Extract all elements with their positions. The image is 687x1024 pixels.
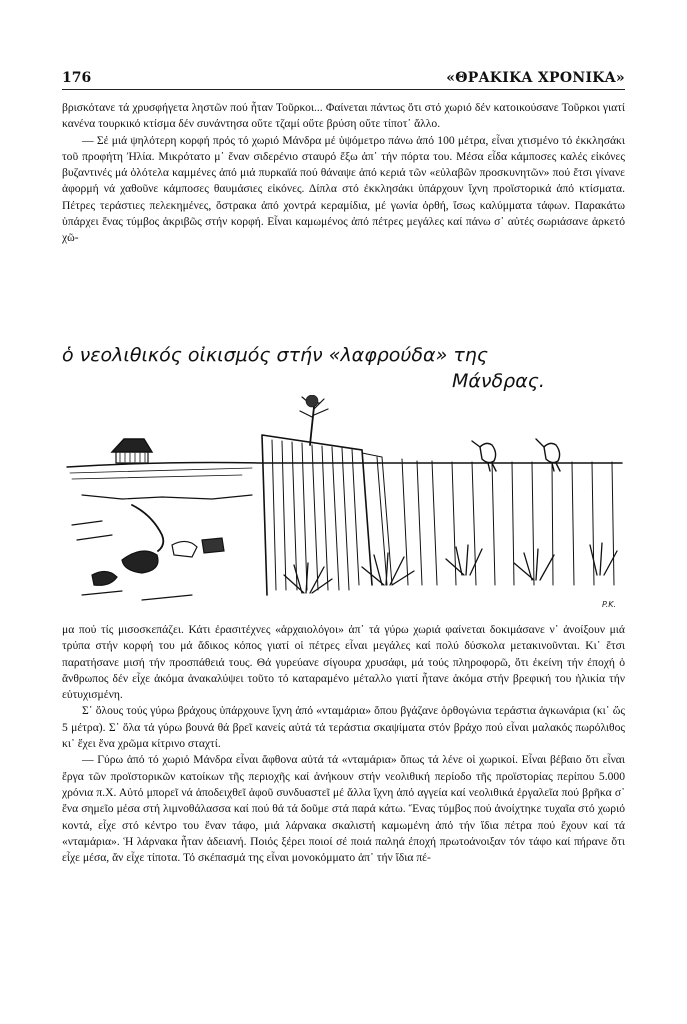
- text-block-top: [62, 100, 625, 247]
- illustration-caption-line2: Μάνδρας.: [452, 370, 545, 392]
- paragraph: μα πού τίς μισοσκεπάζει. Κάτι ἐρασιτέχνες «ἀρχαιολόγοι» ἀπ᾿ τά γύρω χωριά φαίνεται δοκιμάσανε ν᾿ ἀνοίξουν μιά τρύπα στήν κορφή του μά ἄδικος κόπος γιατί οἱ πέτρες εἶναι μεγάλες καί πολύ δύσκολα μετακινοῦνται. Κι᾿ ἔτσι παρατήσανε μισή τήν προσπάθειά τους. Θά γυρεύανε σίγουρα χρυσάφι, μά τούς πληροφορῶ, ὅτι ἐκείνη τήν ἐποχή ὁ ἄνθρωπος δέν εἶχε ἀκόμα ἀνακαλύψει τοῦτο τό καταραμένο μέταλλο γιατί ἦτανε ἀκόμα στήν βρεφική του ἡλικία τήν εὐτυχισμένη.: [62, 623, 625, 702]
- paragraph: βρισκότανε τά χρυσφήγετα ληστῶν πού ἦταν Τοῦρκοι... Φαίνεται πάντως ὅτι στό χωριό δέν κατοικούσανε Τοῦρκοι γιατί κανένα τουρκικό κτίσμα δέν συνάντησα οὔτε τζαμί οὔτε βρύση οὔτε τίποτ᾿ ἄλλο.: [62, 101, 625, 131]
- ground-stones-sketch: [72, 495, 252, 600]
- paragraph: Σ᾿ ὅλους τούς γύρω βράχους ὑπάρχουνε ἴχνη ἀπό «νταμάρια» ὅπου βγάζανε ὀρθογώνια τεράστια ἀγκωνάρια (κι᾿ ὥς 5 μέτρα). Σ᾿ ὅλα τά γύρω βουνά θά βρεῖ κανείς αὐτά τά τεράστια σκαψίματα στόν βράχο πού εἶναι μαλακός πωρόλιθος κι᾿ ἔχει ἕνα χρῶμα κίτρινο σταχτί.: [62, 704, 625, 751]
- bushes-sketch: [284, 543, 617, 593]
- hut-sketch: [112, 439, 152, 463]
- running-header: [62, 70, 625, 88]
- illustration-caption-line1: ὁ νεολιθικός οἰκισμός στήν «λαφρούδα» της: [62, 344, 488, 366]
- rock-outcrop-sketch: [262, 435, 614, 595]
- horizon-line: [67, 463, 622, 468]
- paragraph: — Σέ μιά ψηλότερη κορφή πρός τό χωριό Μάνδρα μέ ὑψόμετρο πάνω ἀπό 100 μέτρα, εἶναι χτισμένο τό ἐκκλησάκι τοῦ προφήτη Ἠλία. Μικρότατο μ᾿ ἕναν σιδερένιο σταυρό ἔξω ἀπ᾿ τήν πόρτα του. Μέσα εἶδα κάμποσες καλές εἰκόνες βυζαντινές μά ὁλότελα καμμένες ἀπό μιά πυρκαϊά πού θάναψε ἀπό κεριά τῶν «εὐλαβῶν προσκυνητῶν» πού ἔτσι γίνανε ἀφορμή νά χαθοῦνε κάμποσες θαυμάσιες εἰκόνες. Δίπλα στό ἐκκλησάκι ὑπάρχουν ἴχνη προϊστορικά ἀπό κτίσματα. Πέτρες τεράστιες πελεκημένες, ὄστρακα ἀπό χοντρά κεραμίδια, μέ γωνία ὀρθή, ἴσως καλύμματα τάφων. Παρακάτω ὑπάρχει ἕνας τύμβος ἀκριβῶς στήν κορφή. Εἶναι καμωμένος ἀπό πέτρες μεγάλες καί πάνω σ᾿ αὐτές σωριάσανε ἀρκετό χῶ-: [62, 133, 625, 245]
- tree-sketch: [300, 395, 328, 445]
- artist-signature: P.K.: [602, 600, 617, 609]
- text-block-bottom: [62, 622, 625, 866]
- neolithic-settlement-sketch: [62, 395, 625, 620]
- paragraph: — Γύρω ἀπό τό χωριό Μάνδρα εἶναι ἄφθονα αὐτά τά «νταμάρια» ὅπως τά λένε οἱ χωρικοί. Εἶναι βέβαιο ὅτι εἶναι ἔργα τῶν προϊστορικῶν κατοίκων τῆς περιοχῆς καί ἀνήκουν στήν νεολιθική περίοδο τῆς προϊστορίας περίπου 5.000 χρόνια π.Χ. Αὐτό μπορεῖ νά ἀποδειχθεῖ ἀφοῦ συνδυαστεῖ μέ ἄλλα ἴχνη ἀπό αγγεία καί νεολιθικά ἐργαλεῖα πού βρῆκα σ᾿ ἕνα σημεῖο μέσα στή λιμνοθάλασσα καί πού θά τά δοῦμε στά παρά κάτω. Ἕνας τύμβος πού ἀνοίχτηκε τυχαῖα στό χωριό κοντά, εἶχε στό κέντρο του ἕναν τάφο, μιά λάρνακα σκαλιστή καμωμένη ἀπό τήν ἴδια πέτρα πού ἔχουν καί τά «νταμάρια». Ἡ λάρνακα ἦταν ἀδειανή. Ποιός ξέρει ποιοί σέ ποιά παληά ἐποχή πρωτοάνοιξαν τόν τάφο καί πήρανε ὅτι εἶχε μέσα, ἄν εἶχε τίποτα. Τό σκέπασμά της εἶναι μονοκόμματο ἀπ᾿ τήν ἴδια πέ-: [62, 753, 625, 865]
- journal-title: «ΘΡΑΚΙΚΑ ΧΡΟΝΙΚΑ»: [446, 70, 625, 86]
- header-rule: [62, 89, 625, 90]
- heron-right-sketch: [536, 439, 560, 471]
- page-number: 176: [62, 70, 92, 86]
